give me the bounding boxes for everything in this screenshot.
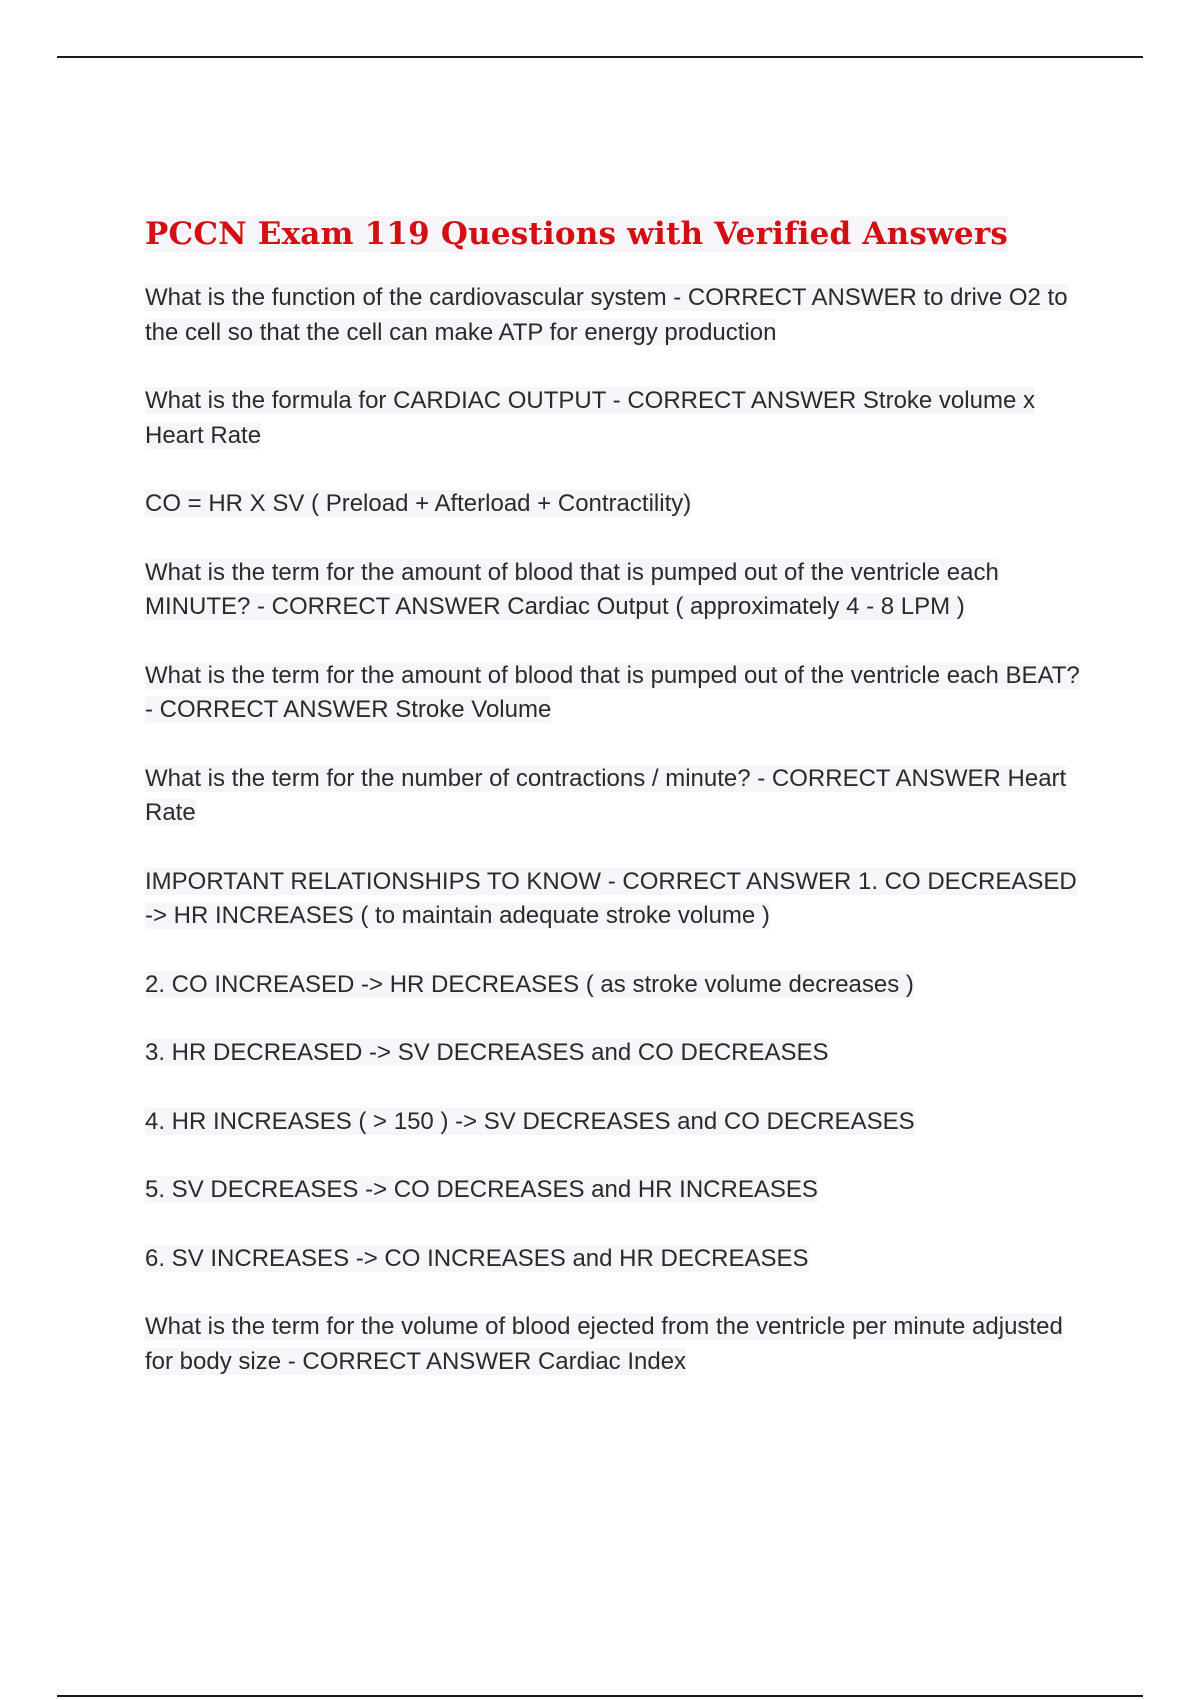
qa-paragraph: What is the term for the amount of blood that is pumped out of the ventricle each BEAT? - CORRECT ANSWER Stroke Volume [145, 661, 1080, 723]
relationship-item: 4. HR INCREASES ( > 150 ) -> SV DECREASES and CO DECREASES [145, 1107, 915, 1135]
relationship-item: 5. SV DECREASES -> CO DECREASES and HR INCREASES [145, 1176, 818, 1203]
qa-paragraph: IMPORTANT RELATIONSHIPS TO KNOW - CORRECT ANSWER 1. CO DECREASED -> HR INCREASES ( to maintain adequate stroke volume ) [145, 867, 1077, 929]
document-body [145, 212, 1085, 1413]
qa-paragraph: What is the term for the amount of blood that is pumped out of the ventricle each MINUTE? - CORRECT ANSWER Cardiac Output ( approximately 4 - 8 LPM ) [145, 558, 999, 620]
relationship-item: 3. HR DECREASED -> SV DECREASES and CO DECREASES [145, 1039, 829, 1066]
qa-paragraph: What is the term for the volume of blood ejected from the ventricle per minute adjusted for body size - CORRECT ANSWER Cardiac Index [145, 1313, 1063, 1375]
document-title: PCCN Exam 119 Questions with Verified Answers [145, 216, 1009, 252]
qa-paragraph: What is the formula for CARDIAC OUTPUT - CORRECT ANSWER Stroke volume x Heart Rate [145, 387, 1035, 449]
header-rule [57, 56, 1143, 58]
footer-rule [57, 1695, 1143, 1697]
qa-paragraph: What is the function of the cardiovascular system - CORRECT ANSWER to drive O2 to the cell so that the cell can make ATP for energy production [145, 284, 1068, 346]
relationship-item: 2. CO INCREASED -> HR DECREASES ( as stroke volume decreases ) [145, 970, 914, 998]
formula-paragraph: CO = HR X SV ( Preload + Afterload + Contractility) [145, 490, 692, 517]
relationship-item: 6. SV INCREASES -> CO INCREASES and HR DECREASES [145, 1244, 809, 1272]
qa-paragraph: What is the term for the number of contractions / minute? - CORRECT ANSWER Heart Rate [145, 764, 1067, 826]
